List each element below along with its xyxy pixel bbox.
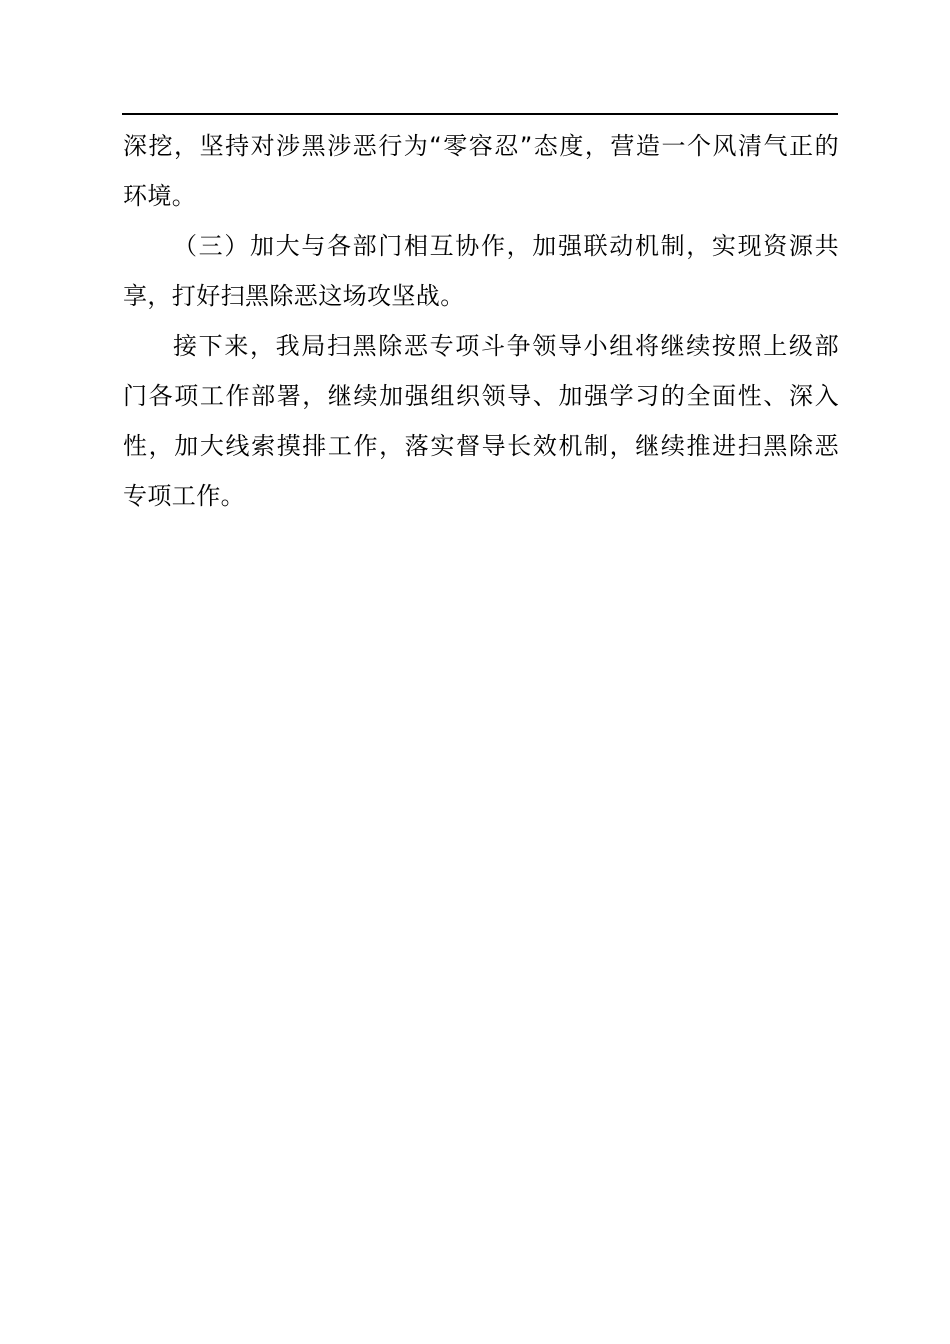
text-line: 深挖，坚持对涉黑涉恶行为“零容忍”态度，营造一个风清气正的 — [123, 132, 839, 160]
text-line: 享，打好扫黑除恶这场攻坚战。 — [123, 282, 465, 310]
text-line: 专项工作。 — [123, 482, 245, 510]
text-line: （三）加大与各部门相互协作，加强联动机制，实现资源共 — [173, 232, 839, 260]
text-line: 性，加大线索摸排工作，落实督导长效机制，继续推进扫黑除恶 — [123, 432, 839, 460]
paragraph-section-three — [123, 221, 839, 321]
paragraph-continuation — [123, 121, 839, 221]
text-line: 环境。 — [123, 182, 197, 210]
text-line: 门各项工作部署，继续加强组织领导、加强学习的全面性、深入 — [123, 382, 839, 410]
header-rule — [122, 113, 838, 115]
text-line: 接下来，我局扫黑除恶专项斗争领导小组将继续按照上级部 — [173, 332, 839, 360]
paragraph-next-steps — [123, 321, 839, 521]
document-body — [123, 121, 839, 521]
